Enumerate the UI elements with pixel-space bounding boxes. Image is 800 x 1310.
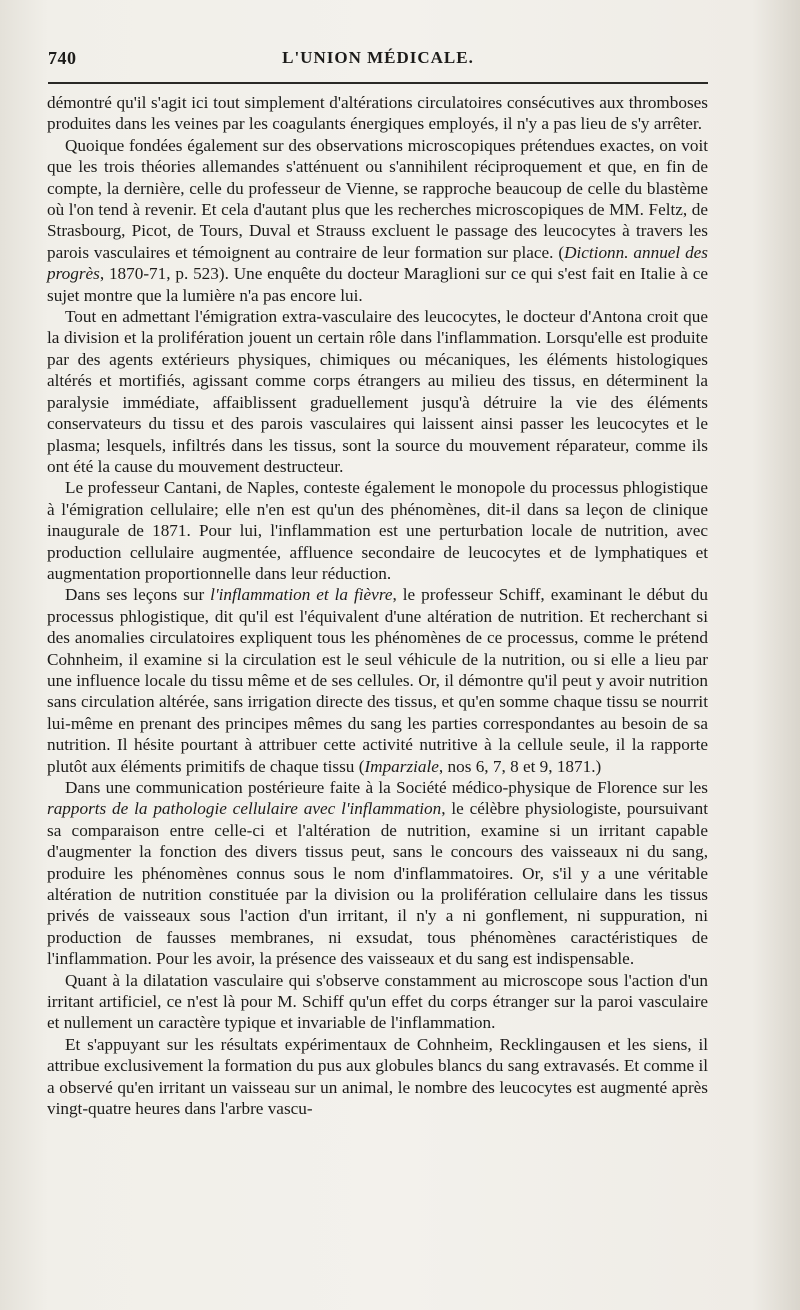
communication-title: rapports de la pathologie cellulaire avec l'inflammation <box>47 799 442 819</box>
journal-title: Imparziale <box>364 756 439 776</box>
citation-title: Dictionn. annuel des progrès <box>47 242 708 284</box>
paragraph: Le professeur Cantani, de Naples, conteste également le monopole du processus phlogistique à l'émigration cellulaire; elle n'en est qu'un des phénomènes, dit-il dans sa leçon de clinique inaugurale de 1871. Pour lui, l'inflammation est une perturbation locale de nutrition, avec production cellulaire augmentée, affluence secondaire de leucocytes et de lymphatiques et augmentation proportionnelle dans leur réduction. <box>47 478 708 583</box>
paragraph: démontré qu'il s'agit ici tout simplement d'altérations circulatoires consécutives aux thromboses produites dans les veines par les coagulants énergiques employés, il n'y a pas lieu de s'y arrêter. <box>47 93 708 134</box>
work-title: l'inflammation et la fièvre <box>210 585 393 605</box>
page-header <box>48 48 708 74</box>
paragraph: Dans une communication postérieure faite à la Société médico-physique de Florence sur les rapports de la pathologie cellulaire avec l'inflammation, le célèbre physiologiste, poursuivant sa comparaison entre celle-ci et l'altération de nutrition, examine si un irritant capable d'augmenter la fonction des divers tissus peut, sans le concours des vaisseaux ni du sang, produire les phénomènes connus sous le nom d'inflammatoires. Or, s'il y a une véritable altération de nutrition constituée par la division ou la prolifération cellulaire dans les tissus privés de vaisseaux sous l'action d'un irritant, il n'y a ni gonflement, ni suppuration, ni production de fausses membranes, ni exsudat, tous phénomènes caractéristiques de l'inflammation. Pour les avoir, la présence des vaisseaux et du sang est indispensable. <box>47 778 708 969</box>
paragraph: Tout en admettant l'émigration extra-vasculaire des leucocytes, le docteur d'Antona croit que la division et la prolifération jouent un certain rôle dans l'inflammation. Lorsqu'elle est produite par des agents extérieurs physiques, chimiques ou mécaniques, les éléments histologiques altérés et mortifiés, agissant comme corps étrangers au milieu des tissus, en déterminent la paralysie immédiate, affaiblissent graduellement jusqu'à détruire la vie des éléments conservateurs du tissu et des parois vasculaires qui laissent ainsi passer les leucocytes et le plasma; lesquels, infiltrés dans les tissus, sont la source du mouvement réparateur, comme ils ont été la cause du mouvement destructeur. <box>47 307 708 476</box>
paragraph: Quant à la dilatation vasculaire qui s'observe constamment au microscope sous l'action d'un irritant artificiel, ce n'est là pour M. Schiff qu'un effet du corps étranger sur la paroi vasculaire et nullement un caractère typique et invariable de l'inflammation. <box>47 970 708 1033</box>
paragraph: Dans ses leçons sur l'inflammation et la fièvre, le professeur Schiff, examinant le début du processus phlogistique, dit qu'il est l'équivalent d'une altération de nutrition. Et recherchant si des anomalies circulatoires expliquent tous les phénomènes de ce processus, comme le prétend Cohnheim, il examine si la circulation est le seul véhicule de la nutrition, ou si elle a lieu par une influence locale du tissu même et de ses cellules. Or, il démontre qu'il peut y avoir nutrition sans circulation altérée, sans irrigation directe des tissus, et qu'en somme chaque tissu se nourrit lui-même en prenant des principes mêmes du sang les parties correspondantes au besoin de sa nutrition. Il hésite pourtant à attribuer cette activité nutritive à la cellule seule, il la rapporte plutôt aux éléments primitifs de chaque tissu (Imparziale, nos 6, 7, 8 et 9, 1871.) <box>47 585 708 776</box>
paragraph: Quoique fondées également sur des observations microscopiques prétendues exactes, on voit que les trois théories allemandes s'atténuent ou s'annihilent réciproquement et que, en fin de compte, la dernière, celle du professeur de Vienne, se rapproche beaucoup de celle du blastème où l'on tend à revenir. Et cela d'autant plus que les recherches microscopiques de MM. Feltz, de Strasbourg, Picot, de Tours, Duval et Strauss excluent le passage des leucocytes à travers les parois vasculaires et témoignent au contraire de leur formation sur place. (Dictionn. annuel des progrès, 1870-71, p. 523). Une enquête du docteur Maraglioni sur ce qui s'est fait en Italie à ce sujet montre que la lumière n'a pas encore lui. <box>47 135 708 305</box>
article-body <box>47 92 708 1120</box>
paragraph: Et s'appuyant sur les résultats expérimentaux de Cohnheim, Recklingausen et les siens, il attribue exclusivement la formation du pus aux globules blancs du sang extravasés. Et comme il a observé qu'en irritant un vaisseau sur un animal, le nombre des leucocytes est augmenté après vingt-quatre heures dans l'arbre vascu- <box>47 1034 708 1119</box>
running-head: L'UNION MÉDICALE. <box>282 48 474 67</box>
header-rule <box>48 82 708 84</box>
page-number: 740 <box>48 48 77 68</box>
